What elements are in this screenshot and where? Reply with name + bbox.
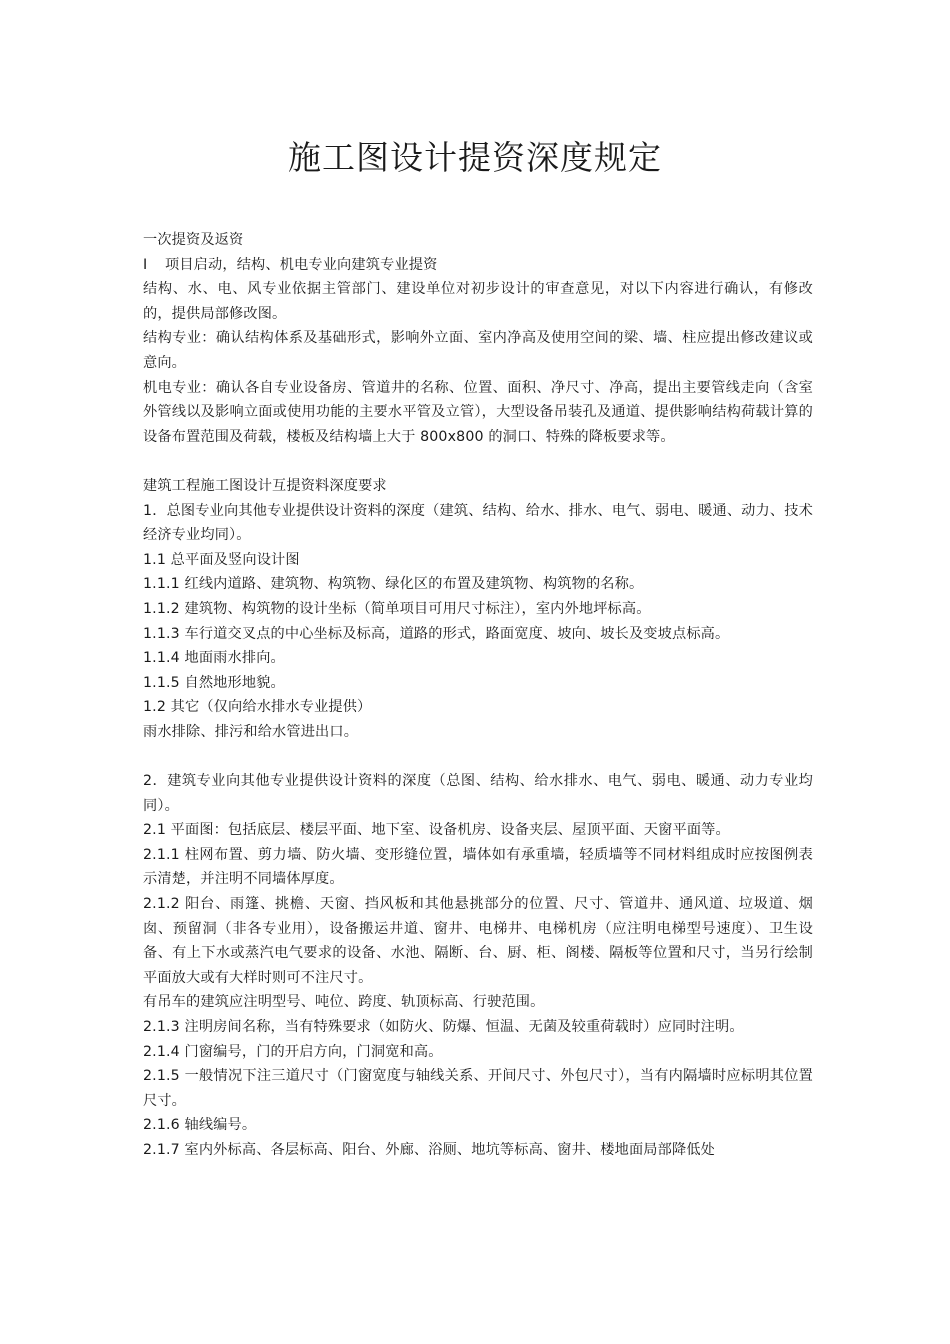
paragraph-spacer: [143, 449, 813, 474]
paragraph: 雨水排除、排污和给水管进出口。: [143, 723, 359, 740]
list-item: [143, 253, 813, 278]
paragraph: 2.1.6 轴线编号。: [143, 1117, 257, 1134]
paragraph: 结构、水、电、风专业依据主管部门、建设单位对初步设计的审查意见，对以下内容进行确认，有修改的，提供局部修改图。: [143, 281, 813, 322]
paragraph: 结构专业：确认结构体系及基础形式，影响外立面、室内净高及使用空间的梁、墙、柱应提出修改建议或意向。: [143, 330, 813, 371]
paragraph: 机电专业：确认各自专业设备房、管道井的名称、位置、面积、净尺寸、净高，提出主要管线走向（含室外管线以及影响立面或使用功能的主要水平管及立管），大型设备吊装孔及通道、提供影响结构荷载计算的设备布置范围及荷载，楼板及结构墙上大于 800x800 的洞口、特殊的降板要求等。: [143, 379, 813, 445]
paragraph: 2.1.2 阳台、雨篷、挑檐、天窗、挡风板和其他悬挑部分的位置、尺寸、管道井、通风道、垃圾道、烟囱、预留洞（非各专业用），设备搬运井道、窗井、电梯井、电梯机房（应注明电梯型号速度）、卫生设备、有上下水或蒸汽电气要求的设备、水池、隔断、台、厨、柜、阁楼、隔板等位置和尺寸，当另行绘制平面放大或有大样时则可不注尺寸。: [143, 896, 813, 986]
paragraph: 2.1.4 门窗编号，门的开启方向，门洞宽和高。: [143, 1043, 443, 1060]
paragraph: 1.1.4 地面雨水排向。: [143, 650, 285, 667]
list-marker: I: [143, 256, 148, 273]
paragraph: 2.1 平面图：包括底层、楼层平面、地下室、设备机房、设备夹层、屋顶平面、天窗平面等。: [143, 822, 730, 839]
paragraph: 1.1.2 建筑物、构筑物的设计坐标（简单项目可用尺寸标注），室内外地坪标高。: [143, 600, 651, 617]
paragraph: 2.1.5 一般情况下注三道尺寸（门窗宽度与轴线关系、开间尺寸、外包尺寸），当有内隔墙时应标明其位置尺寸。: [143, 1068, 813, 1109]
paragraph-spacer: [143, 744, 813, 769]
section-heading: 建筑工程施工图设计互提资料深度要求: [143, 477, 387, 494]
paragraph: 1.1.1 红线内道路、建筑物、构筑物、绿化区的布置及建筑物、构筑物的名称。: [143, 576, 644, 593]
paragraph: 1.2 其它（仅向给水排水专业提供）: [143, 699, 372, 716]
section-heading: 一次提资及返资: [143, 232, 244, 248]
document-title: 施工图设计提资深度规定: [288, 138, 662, 177]
paragraph: 1.1.3 车行道交叉点的中心坐标及标高，道路的形式，路面宽度、坡向、坡长及变坡点标高。: [143, 625, 730, 642]
document-body: [143, 228, 813, 1163]
list-item-text: 项目启动，结构、机电专业向建筑专业提资: [165, 256, 438, 273]
paragraph: 2.1.1 柱网布置、剪力墙、防火墙、变形缝位置，墙体如有承重墙，轻质墙等不同材料组成时应按图例表示清楚，并注明不同墙体厚度。: [143, 846, 813, 888]
paragraph: 2.1.3 注明房间名称，当有特殊要求（如防火、防爆、恒温、无菌及较重荷载时）应同时注明。: [143, 1019, 744, 1035]
paragraph: 1.1 总平面及竖向设计图: [143, 551, 300, 568]
paragraph: 2．建筑专业向其他专业提供设计资料的深度（总图、结构、给水排水、电气、弱电、暖通、动力专业均同）。: [143, 773, 813, 814]
paragraph: 有吊车的建筑应注明型号、吨位、跨度、轨顶标高、行驶范围。: [143, 994, 545, 1011]
paragraph: 1．总图专业向其他专业提供设计资料的深度（建筑、结构、给水、排水、电气、弱电、暖通、动力、技术经济专业均同）。: [143, 502, 813, 544]
paragraph: 2.1.7 室内外标高、各层标高、阳台、外廊、浴厕、地坑等标高、窗井、楼地面局部降低处: [143, 1141, 715, 1158]
paragraph: 1.1.5 自然地形地貌。: [143, 674, 285, 691]
